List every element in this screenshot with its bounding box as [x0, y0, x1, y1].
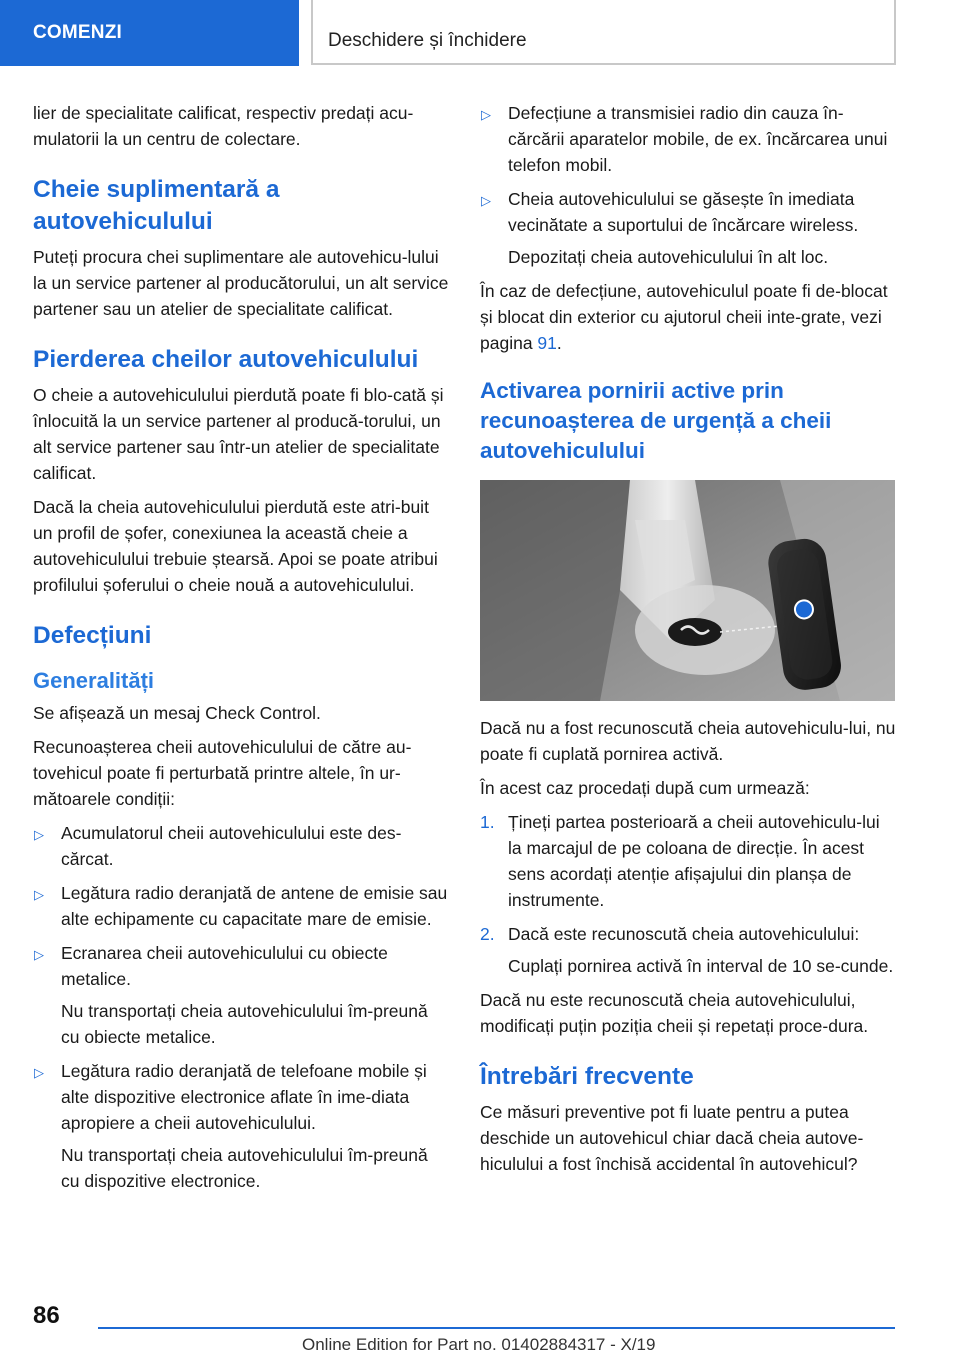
- conditions-list: [33, 820, 451, 1194]
- section-title: Deschidere și închidere: [311, 0, 896, 65]
- heading-general: Generalități: [33, 668, 155, 693]
- triangle-right-outline-icon: ▷: [34, 947, 44, 962]
- footer-divider: [98, 1327, 895, 1329]
- general-paragraph-1: Se afișează un mesaj Check Control.: [33, 703, 321, 723]
- emergency-paragraph-1: Dacă nu a fost recunoscută cheia autovehiculu-lui, nu poate fi cuplată pornirea activă.: [480, 718, 896, 764]
- list-item: [33, 940, 451, 1050]
- triangle-right-outline-icon: ▷: [34, 887, 44, 902]
- triangle-right-outline-icon: ▷: [481, 193, 491, 208]
- step-text: Dacă este recunoscută cheia autovehiculului:: [508, 924, 860, 944]
- list-item-text: Acumulatorul cheii autovehiculului este des-cărcat.: [61, 823, 402, 869]
- spare-key-paragraph: Puteți procura chei suplimentare ale autovehicu-lului la un service partener al producătorului, un alt service partener sau un atelier de specialitate calificat.: [33, 247, 449, 319]
- list-item: [33, 1058, 451, 1194]
- list-item-note: Nu transportați cheia autovehiculului îm-preună cu dispozitive electronice.: [61, 1145, 428, 1191]
- list-item-text: Defecțiune a transmisiei radio din cauza în-cărcării aparatelor mobile, de ex. încărcarea unui telefon mobil.: [508, 103, 888, 175]
- list-item-text: Ecranarea cheii autovehiculului cu obiecte metalice.: [61, 943, 388, 989]
- step-number: 1.: [480, 812, 495, 832]
- triangle-right-outline-icon: ▷: [34, 1065, 44, 1080]
- conditions-list-continued: [480, 100, 898, 270]
- steps-list: [480, 809, 898, 979]
- emergency-paragraph-3: Dacă nu este recunoscută cheia autovehiculului, modificați puțin poziția cheii și repetați proce-dura.: [480, 990, 869, 1036]
- step-text: Țineți partea posterioară a cheii autovehiculu-lui la marcajul de pe coloana de direcție. În acest sens acordați atenție afișajului din planșa de instrumente.: [508, 812, 880, 910]
- lost-keys-paragraph-1: O cheie a autovehiculului pierdută poate fi blo-cată și înlocuită la un service partener al producă-torului, un alt service partener sau într-un atelier de specialitate calificat.: [33, 385, 444, 483]
- right-column: [480, 100, 898, 1185]
- list-item-note: Nu transportați cheia autovehiculului îm-preună cu obiecte metalice.: [61, 1001, 428, 1047]
- triangle-right-outline-icon: ▷: [34, 827, 44, 842]
- fault-paragraph: [480, 278, 898, 356]
- step-item: [480, 809, 898, 913]
- list-item: [33, 820, 451, 872]
- page-reference-link[interactable]: 91: [537, 333, 557, 353]
- heading-spare-key: Cheie suplimentară a autovehiculului: [33, 176, 280, 235]
- step-item: [480, 921, 898, 979]
- footer-edition: Online Edition for Part no. 01402884317 - X/19: [302, 1335, 656, 1354]
- step-note: Cuplați pornirea activă în interval de 10 se-cunde.: [508, 956, 894, 976]
- emergency-paragraph-2: În acest caz procedați după cum urmează:: [480, 778, 810, 798]
- intro-paragraph: lier de specialitate calificat, respectiv predați acu-mulatorii la un centru de colectare.: [33, 103, 414, 149]
- lost-keys-paragraph-2: Dacă la cheia autovehiculului pierdută este atri-buit un profil de șofer, conexiunea la această cheie a autovehiculului trebuie ștearsă. Apoi se poate atribui profilului șoferului o cheie nouă a autovehiculului.: [33, 497, 438, 595]
- heading-lost-keys: Pierderea cheilor autovehiculului: [33, 346, 419, 373]
- steering-column-key-photo: [480, 480, 895, 701]
- step-number: 2.: [480, 924, 495, 944]
- triangle-right-outline-icon: ▷: [481, 107, 491, 122]
- list-item: [33, 880, 451, 932]
- list-item-text: Legătura radio deranjată de antene de emisie sau alte echipamente cu capacitate mare de emisie.: [61, 883, 448, 929]
- list-item: [480, 186, 898, 270]
- list-item-note: Depozitați cheia autovehiculului în alt loc.: [508, 247, 829, 267]
- list-item: [480, 100, 898, 178]
- left-column: [33, 100, 451, 1202]
- page-number: 86: [33, 1302, 60, 1329]
- heading-faults: Defecțiuni: [33, 622, 152, 649]
- list-item-text: Cheia autovehiculului se găsește în imediata vecinătate a suportului de încărcare wireless.: [508, 189, 859, 235]
- general-paragraph-2: Recunoașterea cheii autovehiculului de către au-tovehicul poate fi perturbată printre altele, în ur-mătoarele condiții:: [33, 737, 412, 809]
- heading-emergency-detection: Activarea pornirii active prin recunoașterea de urgență a cheii autovehiculului: [480, 378, 832, 463]
- list-item-text: Legătura radio deranjată de telefoane mobile și alte dispozitive electronice aflate în ime-diata apropiere a cheii autovehiculului.: [61, 1061, 427, 1133]
- chapter-tab[interactable]: COMENZI: [0, 0, 299, 66]
- heading-faq: Întrebări frecvente: [480, 1063, 694, 1090]
- faq-paragraph: Ce măsuri preventive pot fi luate pentru a putea deschide un autovehicul chiar dacă cheia autove-hiculului a fost închisă accidental în autovehicul?: [480, 1102, 864, 1174]
- fault-text-end: .: [556, 333, 562, 353]
- fault-text: În caz de defecțiune, autovehiculul poate fi de-blocat și blocat din exterior cu ajutorul cheii inte-grate, vezi pagina: [480, 281, 888, 353]
